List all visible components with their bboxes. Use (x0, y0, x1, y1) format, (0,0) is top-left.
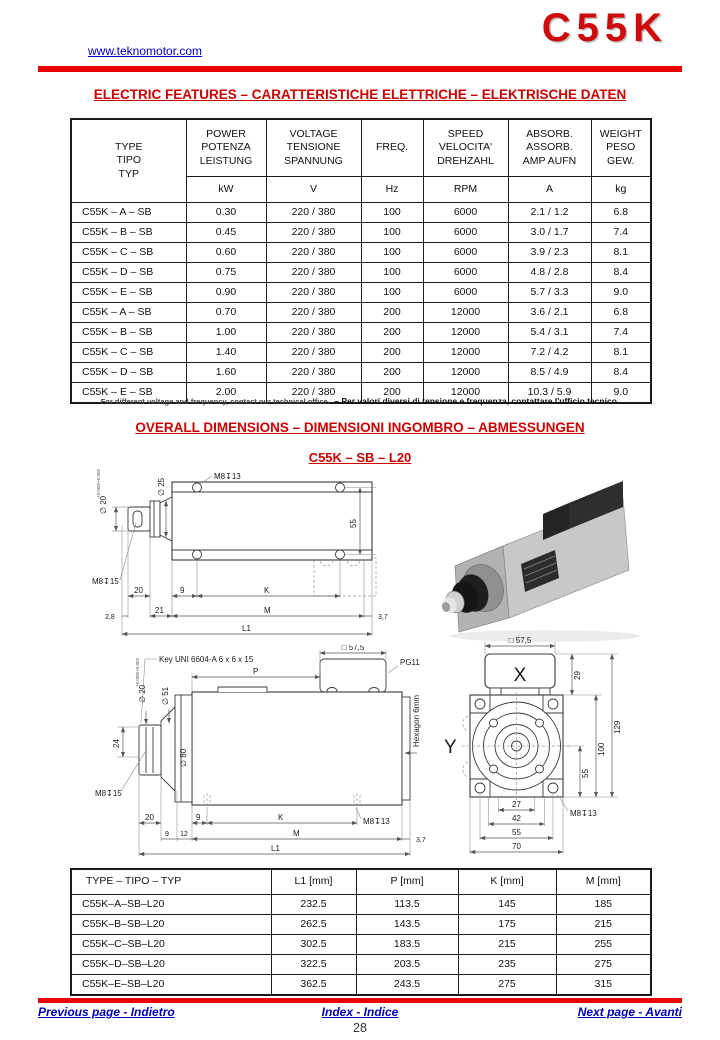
cell-speed: 6000 (423, 283, 508, 303)
cell-l1: 322.5 (271, 955, 356, 975)
index-link[interactable]: Index - Indice (321, 1005, 399, 1019)
cell-power: 1.00 (186, 323, 266, 343)
table-row (71, 243, 651, 263)
cell-speed: 12000 (423, 303, 508, 323)
cell-voltage: 220 / 380 (266, 303, 361, 323)
dim-label-12: 12 (180, 831, 188, 838)
cell-freq: 200 (361, 323, 423, 343)
col-header-weight: WEIGHT PESO GEW. (591, 119, 651, 177)
table-row (71, 955, 651, 975)
dim-label-square-57-5: □ 57,5 (508, 636, 532, 645)
dim-label-3-7: 3,7 (416, 837, 426, 844)
table-row (71, 203, 651, 223)
cell-p: 113.5 (356, 895, 458, 915)
dim-label-L1: L1 (271, 844, 280, 853)
cell-voltage: 220 / 380 (266, 383, 361, 404)
cell-type: C55K–D–SB–L20 (71, 955, 271, 975)
cell-absorb: 10.3 / 5.9 (508, 383, 591, 404)
thread-label-m8-13: M8↧13 (363, 817, 390, 826)
col-header-m: M [mm] (556, 869, 651, 895)
dim-label-K: K (278, 813, 284, 822)
product-photo (425, 466, 670, 646)
side-view-drawing-2 (95, 645, 440, 860)
unit-kg: kg (591, 177, 651, 203)
cell-voltage: 220 / 380 (266, 363, 361, 383)
dim-label-100: 100 (597, 742, 606, 756)
cell-l1: 232.5 (271, 895, 356, 915)
pg11-label: PG11 (400, 658, 420, 667)
cell-m: 315 (556, 975, 651, 996)
cell-k: 175 (458, 915, 556, 935)
cell-weight: 6.8 (591, 303, 651, 323)
product-code-logo: C55K (541, 6, 668, 50)
table-row (71, 343, 651, 363)
dia-20-tolerance: +0.008/+0.002 (135, 657, 140, 687)
cell-m: 185 (556, 895, 651, 915)
cell-weight: 9.0 (591, 383, 651, 404)
unit-hz: Hz (361, 177, 423, 203)
cell-power: 0.90 (186, 283, 266, 303)
electric-features-table (70, 118, 652, 404)
cell-speed: 12000 (423, 383, 508, 404)
table-row (71, 975, 651, 996)
dim-label-M: M (264, 606, 271, 615)
dia-20-label: ∅ 20 (138, 684, 147, 703)
dimensions-section-title: OVERALL DIMENSIONS – DIMENSIONI INGOMBRO – ABMESSUNGEN (135, 420, 585, 435)
dim-label-21: 21 (155, 606, 164, 615)
cell-m: 255 (556, 935, 651, 955)
cell-type: C55K–B–SB–L20 (71, 915, 271, 935)
cell-voltage: 220 / 380 (266, 223, 361, 243)
dim-label-square-57-5: □ 57,5 (341, 645, 365, 652)
table-header-row (71, 869, 651, 895)
voltage-note: For different voltage and frequency, contact our technical office. – Per valori diversi di tensione e frequenza, contattare l'ufficio tecnico. (100, 396, 620, 406)
cell-type: C55K–C–SB–L20 (71, 935, 271, 955)
header-rule (38, 66, 682, 72)
cell-voltage: 220 / 380 (266, 263, 361, 283)
cell-power: 0.45 (186, 223, 266, 243)
dia-80-label: ∅ 80 (179, 748, 188, 767)
page-number: 28 (353, 1021, 367, 1035)
cell-absorb: 5.7 / 3.3 (508, 283, 591, 303)
cell-absorb: 8.5 / 4.9 (508, 363, 591, 383)
front-view-drawing (432, 634, 670, 864)
cell-p: 203.5 (356, 955, 458, 975)
table-row (71, 363, 651, 383)
cell-weight: 8.4 (591, 363, 651, 383)
electric-section-title: ELECTRIC FEATURES – CARATTERISTICHE ELETTRICHE – ELEKTRISCHE DATEN (93, 87, 627, 102)
cell-type: C55K – D – SB (71, 363, 186, 383)
dim-label-29: 29 (573, 671, 582, 680)
cell-speed: 6000 (423, 243, 508, 263)
dim-label-P: P (253, 667, 259, 676)
unit-rpm: RPM (423, 177, 508, 203)
cell-voltage: 220 / 380 (266, 243, 361, 263)
cell-freq: 200 (361, 343, 423, 363)
thread-label-m8-13: M8↧13 (570, 809, 597, 818)
dim-label-129: 129 (613, 720, 622, 734)
cell-weight: 9.0 (591, 283, 651, 303)
cell-type: C55K–A–SB–L20 (71, 895, 271, 915)
next-page-link[interactable]: Next page - Avanti (577, 1005, 682, 1019)
unit-kw: kW (186, 177, 266, 203)
col-header-type: TYPE – TIPO – TYP (71, 869, 271, 895)
cell-l1: 302.5 (271, 935, 356, 955)
y-axis-label: Y (444, 737, 457, 758)
cell-l1: 362.5 (271, 975, 356, 996)
cell-type: C55K – D – SB (71, 263, 186, 283)
col-header-type: TYPE TIPO TYP (71, 119, 186, 203)
col-header-voltage: VOLTAGE TENSIONE SPANNUNG (266, 119, 361, 177)
dim-label-9: 9 (180, 586, 185, 595)
x-axis-label: X (513, 665, 527, 686)
col-header-l1: L1 [mm] (271, 869, 356, 895)
cell-m: 215 (556, 915, 651, 935)
cell-speed: 6000 (423, 223, 508, 243)
cell-weight: 8.4 (591, 263, 651, 283)
cell-m: 275 (556, 955, 651, 975)
key-label: Key UNI 6604-A 6 x 6 x 15 (159, 655, 254, 664)
col-header-p: P [mm] (356, 869, 458, 895)
cell-type: C55K – B – SB (71, 323, 186, 343)
cell-absorb: 5.4 / 3.1 (508, 323, 591, 343)
cell-p: 183.5 (356, 935, 458, 955)
cell-absorb: 3.0 / 1.7 (508, 223, 591, 243)
table-header-row (71, 119, 651, 177)
previous-page-link[interactable]: Previous page - Indietro (38, 1005, 175, 1019)
dia-20-label: ∅ 20 (99, 495, 108, 514)
cell-speed: 6000 (423, 203, 508, 223)
cell-voltage: 220 / 380 (266, 343, 361, 363)
cell-k: 275 (458, 975, 556, 996)
col-header-absorb: ABSORB. ASSORB. AMP AUFN (508, 119, 591, 177)
cell-absorb: 3.9 / 2.3 (508, 243, 591, 263)
dim-label-M: M (293, 829, 300, 838)
dim-label-9: 9 (196, 813, 201, 822)
cell-weight: 7.4 (591, 223, 651, 243)
hexagon-label: Hexagon 6mm (412, 694, 421, 747)
table-row (71, 283, 651, 303)
cell-absorb: 4.8 / 2.8 (508, 263, 591, 283)
dim-label-24: 24 (112, 739, 121, 748)
cell-type: C55K–E–SB–L20 (71, 975, 271, 996)
side-view-drawing-1 (92, 466, 422, 646)
cell-freq: 100 (361, 203, 423, 223)
cell-k: 215 (458, 935, 556, 955)
cell-power: 0.60 (186, 243, 266, 263)
cell-type: C55K – C – SB (71, 243, 186, 263)
col-header-speed: SPEED VELOCITA' DREHZAHL (423, 119, 508, 177)
cell-freq: 200 (361, 363, 423, 383)
cell-freq: 100 (361, 223, 423, 243)
cell-type: C55K – E – SB (71, 283, 186, 303)
cell-speed: 6000 (423, 263, 508, 283)
cell-weight: 6.8 (591, 203, 651, 223)
site-link[interactable]: www.teknomotor.com (88, 44, 203, 58)
cell-weight: 8.1 (591, 243, 651, 263)
dim-label-L1: L1 (242, 624, 251, 633)
cell-l1: 262.5 (271, 915, 356, 935)
model-subtitle: C55K – SB – L20 (308, 450, 412, 465)
dim-label-55: 55 (349, 519, 358, 528)
table-row (71, 223, 651, 243)
unit-v: V (266, 177, 361, 203)
dimensions-table (70, 868, 652, 996)
dim-label-3-7: 3,7 (378, 614, 388, 621)
thread-label-m8-13: M8↧13 (214, 472, 241, 481)
cell-p: 143.5 (356, 915, 458, 935)
table-row (71, 915, 651, 935)
cell-type: C55K – E – SB (71, 383, 186, 404)
unit-a: A (508, 177, 591, 203)
cell-speed: 12000 (423, 323, 508, 343)
col-header-power: POWER POTENZA LEISTUNG (186, 119, 266, 177)
col-header-freq: FREQ. (361, 119, 423, 177)
dim-label-9b: 9 (165, 831, 169, 838)
cell-power: 0.75 (186, 263, 266, 283)
cell-type: C55K – A – SB (71, 203, 186, 223)
table-row (71, 263, 651, 283)
dim-label-70: 70 (512, 842, 521, 851)
cell-power: 0.70 (186, 303, 266, 323)
dim-label-42: 42 (512, 814, 521, 823)
col-header-k: K [mm] (458, 869, 556, 895)
cell-voltage: 220 / 380 (266, 323, 361, 343)
cell-absorb: 7.2 / 4.2 (508, 343, 591, 363)
cell-freq: 200 (361, 303, 423, 323)
dim-label-20: 20 (134, 586, 143, 595)
dim-label-2-8: 2,8 (105, 614, 115, 621)
dia-25-label: ∅ 25 (157, 477, 166, 496)
cell-weight: 8.1 (591, 343, 651, 363)
cell-freq: 200 (361, 383, 423, 404)
cell-power: 1.40 (186, 343, 266, 363)
table-row (71, 895, 651, 915)
cell-voltage: 220 / 380 (266, 203, 361, 223)
cell-freq: 100 (361, 243, 423, 263)
cell-type: C55K – A – SB (71, 303, 186, 323)
dim-label-K: K (264, 586, 270, 595)
dim-label-55: 55 (581, 769, 590, 778)
cell-type: C55K – B – SB (71, 223, 186, 243)
thread-label-m8-15: M8↧15 (92, 577, 119, 586)
table-row (71, 935, 651, 955)
cell-absorb: 2.1 / 1.2 (508, 203, 591, 223)
cell-k: 235 (458, 955, 556, 975)
table-row (71, 303, 651, 323)
cell-speed: 12000 (423, 363, 508, 383)
cell-voltage: 220 / 380 (266, 283, 361, 303)
cell-k: 145 (458, 895, 556, 915)
cell-speed: 12000 (423, 343, 508, 363)
cell-type: C55K – C – SB (71, 343, 186, 363)
cell-power: 1.60 (186, 363, 266, 383)
thread-label-m8-15: M8↧15 (95, 789, 122, 798)
cell-weight: 7.4 (591, 323, 651, 343)
cell-freq: 100 (361, 283, 423, 303)
cell-absorb: 3.6 / 2.1 (508, 303, 591, 323)
cell-power: 2.00 (186, 383, 266, 404)
dia-20-tolerance: +0.008/+0.002 (96, 468, 101, 498)
dia-51-label: ∅ 51 (161, 686, 170, 705)
dim-label-20: 20 (145, 813, 154, 822)
table-row (71, 323, 651, 343)
dim-label-27: 27 (512, 800, 521, 809)
dim-label-55b: 55 (512, 828, 521, 837)
cell-power: 0.30 (186, 203, 266, 223)
footer-rule (38, 998, 682, 1003)
cell-p: 243.5 (356, 975, 458, 996)
cell-freq: 100 (361, 263, 423, 283)
